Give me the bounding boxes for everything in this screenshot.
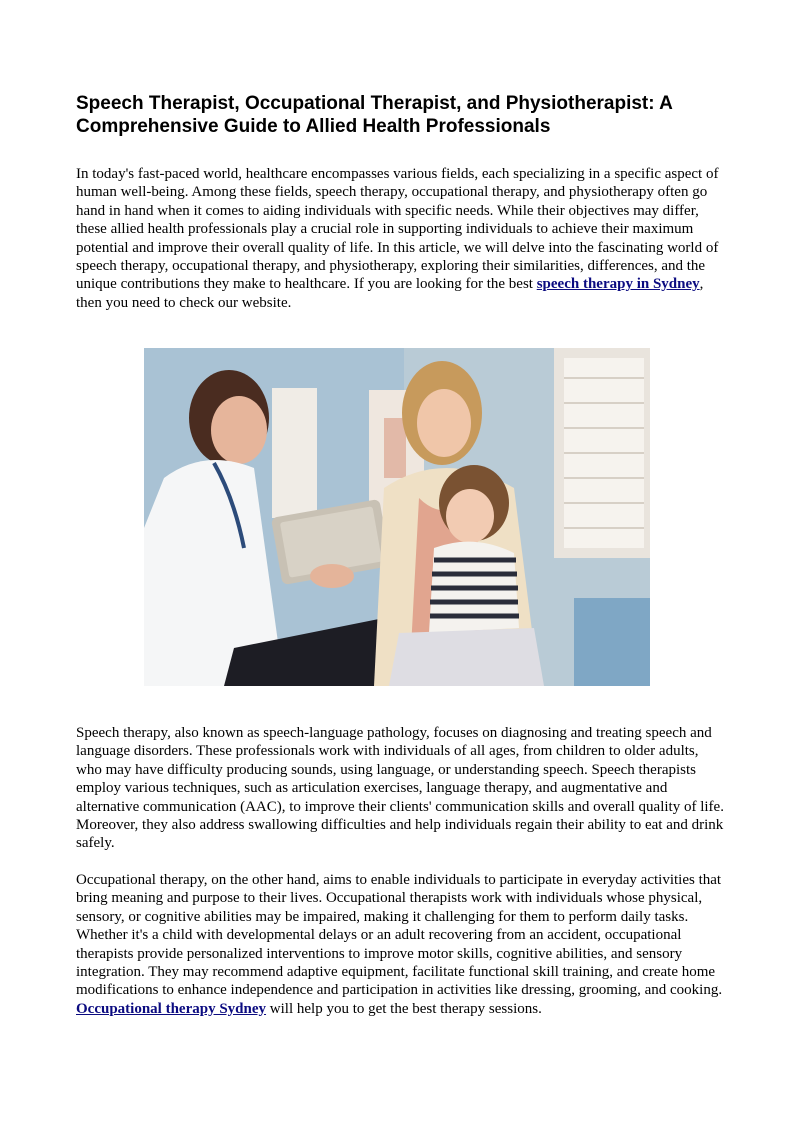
intro-text-end: , then you need to check our website. xyxy=(76,276,704,311)
ot-text-end: will help you to get the best therapy sessions. xyxy=(266,1000,542,1017)
occupational-therapy-sydney-link[interactable]: Occupational therapy Sydney xyxy=(76,1000,267,1017)
ot-text: Occupational therapy, on the other hand, aims to enable individuals to participate in everyday activities that bring meaning and purpose to their lives. Occupational therapists work with individuals whose physical, sensory, or cognitive abilities may be impaired, making it challenging for them to perform daily tasks. Whether it's a child with developmental delays or an adult recovering from an accident, occupational therapists provide personalized interventions to improve motor skills, cognitive abilities, and sensory integration. They may recommend adaptive equipment, facilitate functional skill training, and create home modifications to enhance independence and participation in activities like dressing, grooming, and cooking. xyxy=(76,872,723,999)
therapist-child-photo xyxy=(144,348,650,686)
intro-text: In today's fast-paced world, healthcare encompasses various fields, each specializing in a specific aspect of human well-being. Among these fields, speech therapy, occupational therapy, and physiotherapy often go hand in hand when it comes to aiding individuals with specific needs. While their objectives may differ, these allied health professionals play a crucial role in supporting individuals to achieve their maximum potential and improve their overall quality of life. In this article, we will delve into the fascinating world of speech therapy, occupational therapy, and physiotherapy, exploring their similarities, differences, and the unique contributions they make to healthcare. If you are looking for the best xyxy=(76,166,719,293)
speech-therapy-paragraph: Speech therapy, also known as speech-language pathology, focuses on diagnosing and treating speech and language disorders. These professionals work with individuals of all ages, from children to older adults, who may have difficulty producing sounds, using language, or understanding speech. Speech therapists employ various techniques, such as articulation exercises, language therapy, and augmentative and alternative communication (AAC), to improve their clients' communication skills and overall quality of life. Moreover, they also address swallowing difficulties and help individuals regain their ability to eat and drink safely. xyxy=(76,725,724,852)
article-title: Speech Therapist, Occupational Therapist, and Physiotherapist: A Comprehensive Guide to Allied Health Professionals xyxy=(76,93,673,137)
speech-therapy-sydney-link[interactable]: speech therapy in Sydney xyxy=(536,276,700,293)
occupational-therapy-paragraph xyxy=(76,871,724,1018)
intro-paragraph xyxy=(76,165,724,312)
